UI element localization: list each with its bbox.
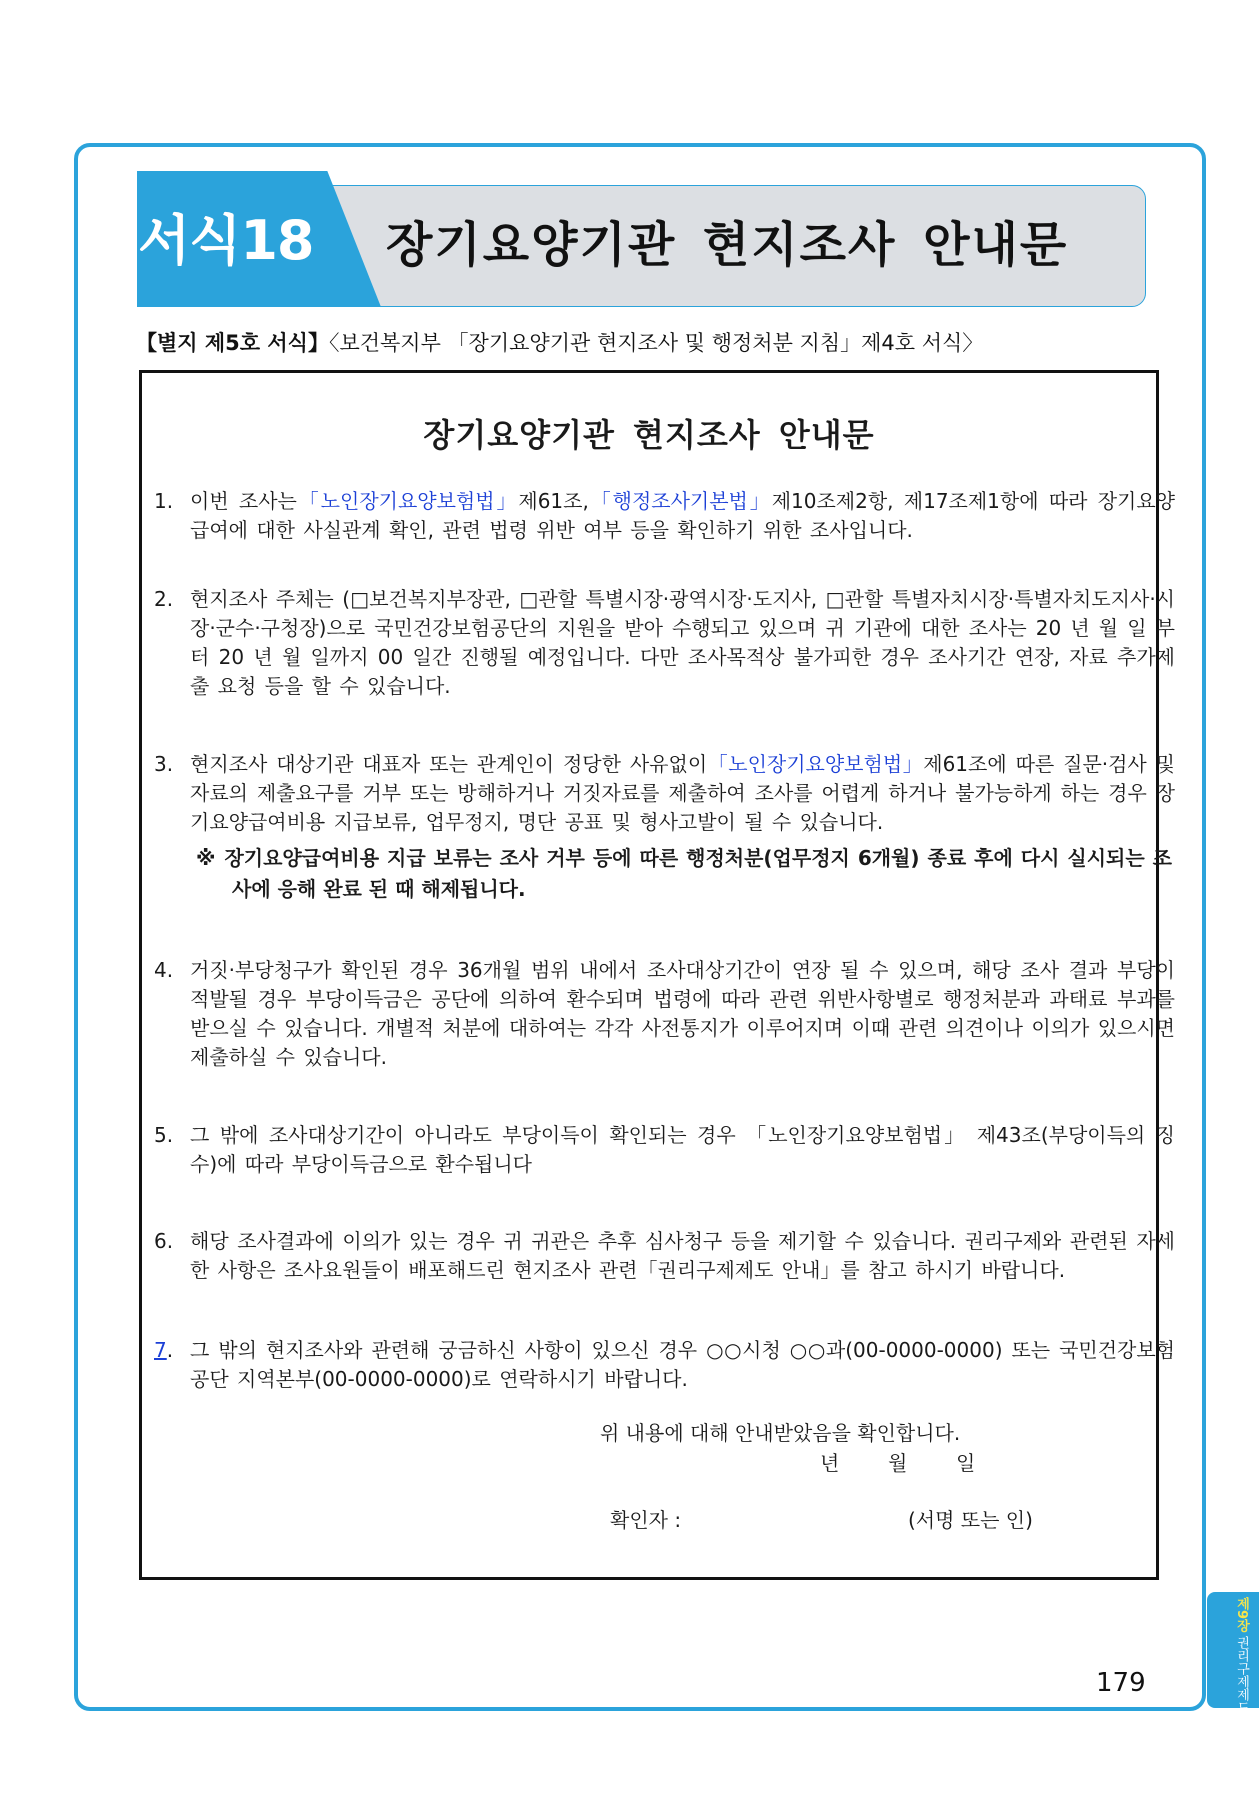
chapter-title: 권리구제제도 bbox=[1234, 1636, 1249, 1715]
form-code: 서식18 bbox=[138, 209, 314, 272]
form-reference-text: 〈보건복지부 「장기요양기관 현지조사 및 행정처분 지침」제4호 서식〉 bbox=[328, 331, 984, 355]
year-label: 년 bbox=[820, 1451, 840, 1475]
law-reference: 「노인장기요양보험법」 bbox=[296, 489, 519, 513]
item-text: 해당 조사결과에 이의가 있는 경우 귀 귀관은 추후 심사청구 등을 제기할 수 있습니다. 권리구제와 관련된 자세한 사항은 조사요원들이 배포해드린 현지조사 관련「권리구제제도 안내」를 참고 하시기 바랍니다. bbox=[190, 1229, 1175, 1282]
item-number: 3. bbox=[154, 752, 174, 776]
day-label: 일 bbox=[956, 1451, 976, 1475]
item-number: 1. bbox=[154, 489, 174, 513]
page-number: 179 bbox=[1096, 1668, 1146, 1698]
item-text: 제10조제2항, 제17조제1항에 따라 장기요양 급여에 대한 사실관계 확인, 관련 법령 위반 여부 등을 확인하기 위한 조사입니다. bbox=[190, 489, 1175, 542]
form-reference-bold: 【별지 제5호 서식】 bbox=[136, 331, 329, 355]
item-number: 5. bbox=[154, 1123, 174, 1147]
form-reference bbox=[136, 327, 1136, 359]
confirm-text: 위 내용에 대해 안내받았음을 확인합니다. bbox=[600, 1421, 961, 1445]
date-row bbox=[820, 1448, 1020, 1478]
list-item-6 bbox=[154, 1227, 1175, 1285]
signer-label: 확인자 : bbox=[610, 1508, 682, 1532]
item-text: 제61조, bbox=[518, 489, 589, 513]
item-number: 4. bbox=[154, 958, 174, 982]
item-number-link[interactable]: 7 bbox=[154, 1338, 167, 1362]
chapter-number: 제9장 bbox=[1234, 1597, 1249, 1633]
list-item-2 bbox=[154, 585, 1175, 701]
item-number-dot: . bbox=[166, 1338, 174, 1362]
list-item-4 bbox=[154, 956, 1175, 1072]
list-item-5 bbox=[154, 1121, 1175, 1179]
item-text: 현지조사 대상기관 대표자 또는 관계인이 정당한 사유없이 bbox=[190, 752, 708, 776]
item-text: 현지조사 주체는 (□보건복지부장관, □관할 특별시장·광역시장·도지사, □관할 특별자치시장·특별자치도지사·시장·군수·구청장)으로 국민건강보험공단의 지원을 받아 수행되고 있으며 귀 기관에 대한 조사는 20 년 월 일 부터 20 년 월 일까지 00 일간 진행될 예정입니다. 다만 조사목적상 불가피한 경우 조사기간 연장, 자료 추가제출 요청 등을 할 수 있습니다. bbox=[190, 587, 1175, 698]
item-number bbox=[154, 1336, 190, 1365]
item-text: 이번 조사는 bbox=[190, 489, 297, 513]
document-title: 장기요양기관 현지조사 안내문 bbox=[423, 416, 875, 454]
item-text: 제61조에 따른 질문·검사 및 자료의 제출요구를 거부 또는 방해하거나 거짓자료를 제출하여 조사를 어렵게 하거나 불가능하게 하는 경우 장기요양급여비용 지급보류, 업무정지, 명단 공표 및 형사고발이 될 수 있습니다. bbox=[190, 752, 1175, 834]
signature-row bbox=[610, 1504, 1110, 1536]
chapter-tab-text bbox=[1219, 1597, 1249, 1715]
item-text: 그 밖의 현지조사와 관련해 궁금하신 사항이 있으신 경우 ○○시청 ○○과(00-0000-0000) 또는 국민건강보험공단 지역본부(00-0000-0000)로 연락하시기 바랍니다. bbox=[190, 1338, 1175, 1391]
month-label: 월 bbox=[888, 1451, 908, 1475]
item-text: 그 밖에 조사대상기간이 아니라도 부당이득이 확인되는 경우 「노인장기요양보험법」 제43조(부당이득의 징수)에 따라 부당이득금으로 환수됩니다 bbox=[190, 1123, 1175, 1176]
list-item-3 bbox=[154, 750, 1175, 837]
signature-label: (서명 또는 인) bbox=[908, 1508, 1033, 1532]
list-item-1 bbox=[154, 487, 1175, 545]
note-text: ※ 장기요양급여비용 지급 보류는 조사 거부 등에 따른 행정처분(업무정지 6개월) 종료 후에 다시 실시되는 조사에 응해 완료 된 때 해제됩니다. bbox=[196, 846, 1172, 901]
law-reference: 「행정조사기본법」 bbox=[588, 489, 772, 513]
list-item-7 bbox=[154, 1336, 1175, 1394]
form-title: 장기요양기관 현지조사 안내문 bbox=[386, 217, 1069, 273]
item-text: 거짓·부당청구가 확인된 경우 36개월 범위 내에서 조사대상기간이 연장 될 수 있으며, 해당 조사 결과 부당이 적발될 경우 부당이득금은 공단에 의하여 환수되며 법령에 따라 관련 위반사항별로 행정처분과 과태료 부과를 받으실 수 있습니다. 개별적 처분에 대하여는 각각 사전통지가 이루어지며 이때 관련 의견이나 이의가 있으시면 제출하실 수 있습니다. bbox=[190, 958, 1175, 1069]
law-reference: 「노인장기요양보험법」 bbox=[707, 752, 924, 776]
item-number: 6. bbox=[154, 1229, 174, 1253]
item-number: 2. bbox=[154, 587, 174, 611]
